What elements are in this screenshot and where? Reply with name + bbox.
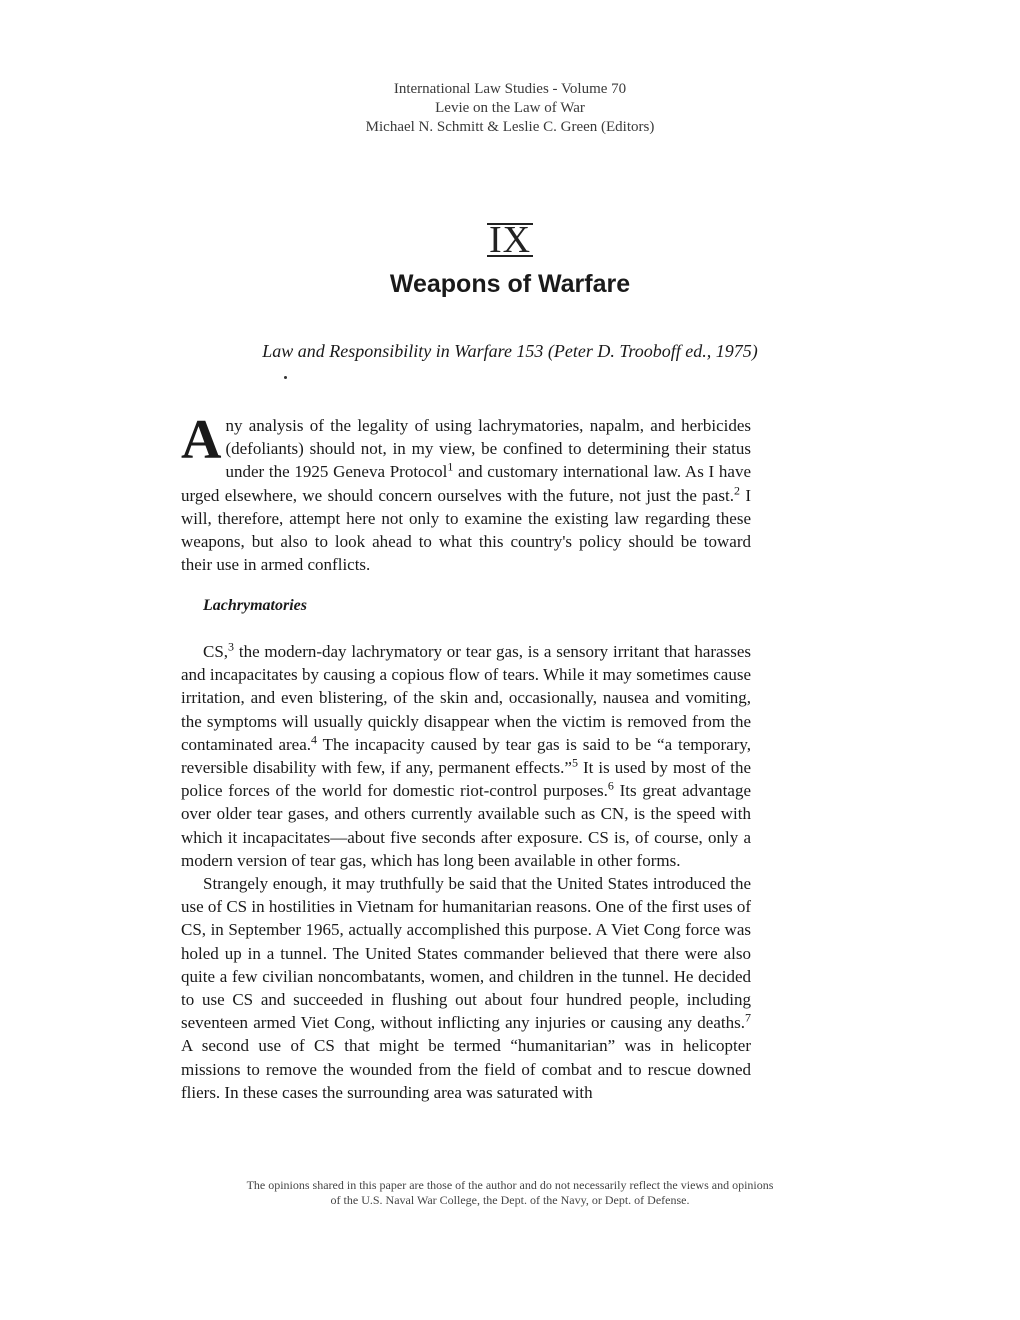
drop-cap: A [181,409,222,471]
intro-text-3: I will, therefore, attempt here not only to examine the existing law regarding these weapons, but also to look ahead to what this country's policy should be toward their use in armed conflicts. [181,485,752,575]
book-title: Levie on the Law of War [435,100,585,116]
footnote-ref: 2 [733,482,740,497]
footnote-ref: 1 [447,459,454,474]
disclaimer-line-1: The opinions shared in this paper are those of the author and do not necessarily reflect the views and opinions [246,1178,774,1192]
disclaimer-line-2: of the U.S. Naval War College, the Dept. of the Navy, or Dept. of Defense. [330,1193,690,1207]
disclaimer-footer [0,1178,1020,1208]
chapter-number-text: IX [488,219,532,261]
paragraph [181,640,751,872]
para-text: A second use of CS that might be termed “humanitarian” was in helicopter missions to remove the wounded from the field of combat and to rescue downed fliers. In these cases the surrounding area was saturated with [181,1036,751,1102]
source-citation: Law and Responsibility in Warfare 153 (Peter D. Trooboff ed., 1975) [262,341,758,361]
intro-text-1: ny analysis of the legality of using lachrymatories, napalm, and herbicides (defoliants) should not, in my view, be confined to determining their status under the 1925 Geneva Protocol [225,416,751,482]
intro-text-2: and customary international law. As I have urged elsewhere, we should concern ourselves with the future, not just the past. [181,462,751,505]
para-text: It is used by most of the police forces of the world for domestic riot-control purposes. [181,758,751,801]
footnote-ref: 3 [228,639,235,654]
para-text: The incapacity caused by tear gas is said to be “a temporary, reversible disability with few, if any, permanent effects.” [181,734,752,778]
para-text: Strangely enough, it may truthfully be said that the United States introduced the use of CS in hostilities in Vietnam for humanitarian reasons. One of the first uses of CS, in September 1965, actually accomplished this purpose. A Viet Cong force was holed up in a tunnel. The United States commander believed that there were also quite a few civilian noncombatants, women, and children in the tunnel. He decided to use CS and succeeded in flushing out about four hundred people, including seventeen armed Viet Cong, without inflicting any injuries or causing any deaths. [181,874,751,1033]
chapter-title: Weapons of Warfare [389,270,631,298]
para-text: CS, [203,642,229,661]
series-title: International Law Studies - Volume 70 [393,81,627,97]
para-text: Its great advantage over older tear gases, and others currently available such as CN, is the speed with which it incapacitates—about five seconds after exposure. CS is, of course, only a modern version of tear gas, which has long been available in other forms. [181,781,751,870]
chapter-number [0,218,1020,262]
footnote-ref: 7 [745,1010,751,1025]
editors-line: Michael N. Schmitt & Leslie C. Green (Editors) [365,119,655,135]
para-text: the modern-day lachrymatory or tear gas, is a sensory irritant that harasses and incapacitates by causing a copious flow of tears. While it may sometimes cause irritation, and even blistering, of the skin and, occasionally, nausea and vomiting, the symptoms will usually quickly disappear when the victim is removed from the contaminated area. [181,642,751,754]
section-body [181,640,751,1104]
page-header [0,80,1020,137]
scan-speck [284,376,287,379]
paragraph [181,872,751,1104]
footnote-ref: 4 [311,732,318,747]
footnote-ref: 5 [571,755,578,770]
footnote-ref: 6 [607,778,614,793]
intro-paragraph [181,409,752,576]
section-heading: Lachrymatories [203,597,307,614]
